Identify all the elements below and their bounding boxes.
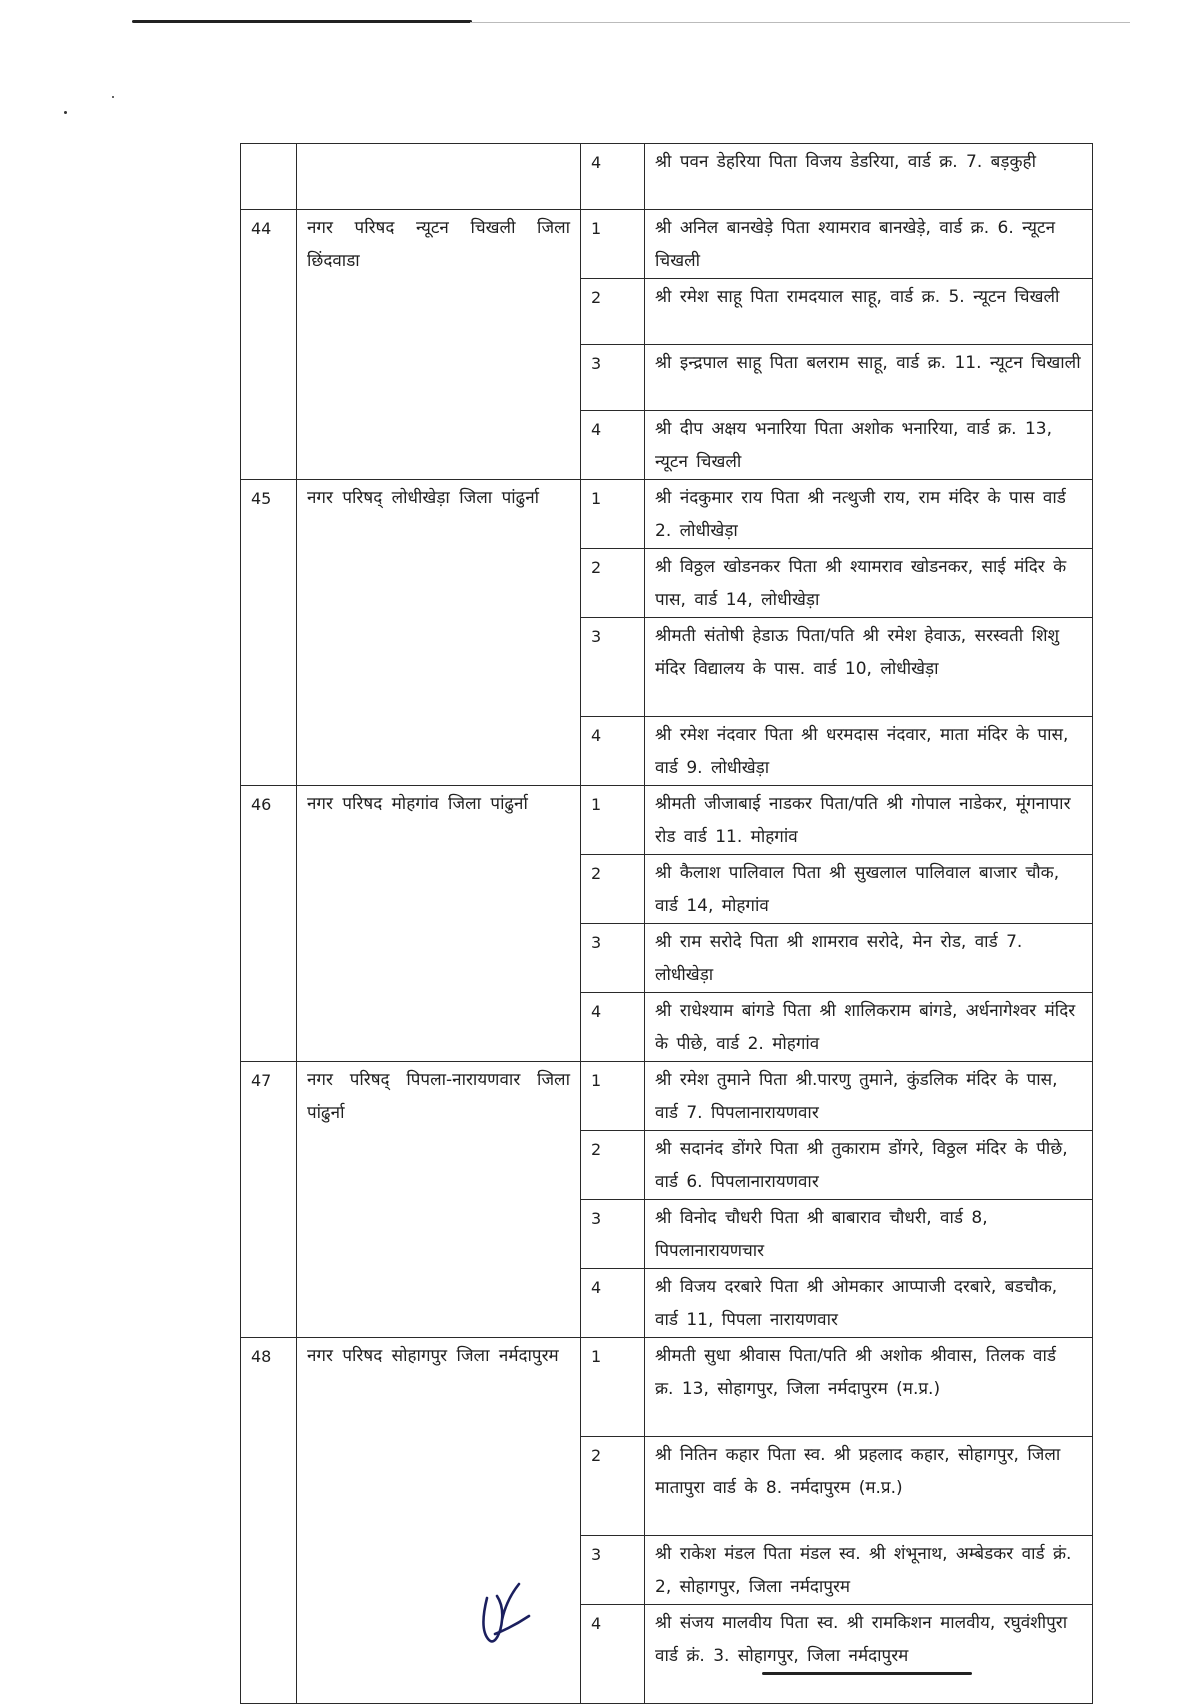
- member-number-cell: 1: [581, 210, 645, 279]
- member-number-cell: 3: [581, 1536, 645, 1605]
- serial-number-cell: [241, 144, 297, 210]
- member-number-cell: 1: [581, 480, 645, 549]
- member-number-cell: 2: [581, 855, 645, 924]
- member-number-cell: 4: [581, 411, 645, 480]
- serial-number-cell: 48: [241, 1338, 297, 1704]
- member-details-cell: श्री अनिल बानखेड़े पिता श्यामराव बानखेड़े, वार्ड क्र. 6. न्यूटन चिखली: [645, 210, 1093, 279]
- member-number-cell: 1: [581, 786, 645, 855]
- member-details-cell: श्री विठ्ठल खोडनकर पिता श्री श्यामराव खोडनकर, साई मंदिर के पास, वार्ड 14, लोधीखेड़ा: [645, 549, 1093, 618]
- top-rule-faint: [470, 22, 1130, 23]
- member-details-cell: श्रीमती संतोषी हेडाऊ पिता/पति श्री रमेश हेवाऊ, सरस्वती शिशु मंदिर विद्यालय के पास. वार्ड 10, लोधीखेड़ा: [645, 618, 1093, 717]
- serial-number-cell: 45: [241, 480, 297, 786]
- member-number-cell: 2: [581, 1437, 645, 1536]
- member-number-cell: 3: [581, 345, 645, 411]
- council-name-cell: नगर परिषद सोहागपुर जिला नर्मदापुरम: [297, 1338, 581, 1704]
- table-row: [241, 480, 1093, 549]
- member-number-cell: 3: [581, 1200, 645, 1269]
- member-details-cell: श्री इन्द्रपाल साहू पिता बलराम साहू, वार्ड क्र. 11. न्यूटन चिखाली: [645, 345, 1093, 411]
- speck: [112, 96, 114, 98]
- council-name-cell: नगर परिषद् पिपला-नारायणवार जिला पांढुर्ना: [297, 1062, 581, 1338]
- member-number-cell: 3: [581, 924, 645, 993]
- serial-number-cell: 47: [241, 1062, 297, 1338]
- member-number-cell: 2: [581, 1131, 645, 1200]
- member-details-cell: श्री सदानंद डोंगरे पिता श्री तुकाराम डोंगरे, विठ्ठल मंदिर के पीछे, वार्ड 6. पिपलानारायणवार: [645, 1131, 1093, 1200]
- member-number-cell: 4: [581, 1605, 645, 1704]
- top-rule: [132, 20, 472, 23]
- member-details-cell: श्री विजय दरबारे पिता श्री ओमकार आप्पाजी दरबारे, बडचौक, वार्ड 11, पिपला नारायणवार: [645, 1269, 1093, 1338]
- bottom-rule: [762, 1672, 972, 1675]
- table-body: [241, 144, 1093, 1704]
- member-number-cell: 4: [581, 717, 645, 786]
- serial-number-cell: 46: [241, 786, 297, 1062]
- member-number-cell: 2: [581, 549, 645, 618]
- member-details-cell: श्री नितिन कहार पिता स्व. श्री प्रहलाद कहार, सोहागपुर, जिला मातापुरा वार्ड के 8. नर्मदापुरम (म.प्र.): [645, 1437, 1093, 1536]
- member-number-cell: 4: [581, 144, 645, 210]
- member-number-cell: 4: [581, 993, 645, 1062]
- table-row: [241, 1062, 1093, 1131]
- council-name-cell: नगर परिषद् लोधीखेड़ा जिला पांढुर्ना: [297, 480, 581, 786]
- member-number-cell: 1: [581, 1338, 645, 1437]
- member-details-cell: श्री रमेश तुमाने पिता श्री.पारणु तुमाने, कुंडलिक मंदिर के पास, वार्ड 7. पिपलानारायणवार: [645, 1062, 1093, 1131]
- table-row: [241, 786, 1093, 855]
- signature: [475, 1580, 535, 1652]
- member-number-cell: 2: [581, 279, 645, 345]
- serial-number-cell: 44: [241, 210, 297, 480]
- member-number-cell: 1: [581, 1062, 645, 1131]
- council-name-cell: नगर परिषद न्यूटन चिखली जिला छिंदवाडा: [297, 210, 581, 480]
- member-details-cell: श्री दीप अक्षय भनारिया पिता अशोक भनारिया, वार्ड क्र. 13, न्यूटन चिखली: [645, 411, 1093, 480]
- member-number-cell: 4: [581, 1269, 645, 1338]
- table-row: [241, 1338, 1093, 1437]
- member-details-cell: श्री संजय मालवीय पिता स्व. श्री रामकिशन मालवीय, रघुवंशीपुरा वार्ड क्रं. 3. सोहागपुर, जिला नर्मदापुरम: [645, 1605, 1093, 1704]
- member-details-cell: श्री विनोद चौधरी पिता श्री बाबाराव चौधरी, वार्ड 8, पिपलानारायणचार: [645, 1200, 1093, 1269]
- council-name-cell: नगर परिषद मोहगांव जिला पांढुर्ना: [297, 786, 581, 1062]
- member-details-cell: श्री पवन डेहरिया पिता विजय डेडरिया, वार्ड क्र. 7. बड़कुही: [645, 144, 1093, 210]
- member-details-cell: श्री राधेश्याम बांगडे पिता श्री शालिकराम बांगडे, अर्धनागेश्वर मंदिर के पीछे, वार्ड 2. मोहगांव: [645, 993, 1093, 1062]
- council-name-cell: [297, 144, 581, 210]
- member-details-cell: श्रीमती जीजाबाई नाडकर पिता/पति श्री गोपाल नाडेकर, मूंगनापार रोड वार्ड 11. मोहगांव: [645, 786, 1093, 855]
- member-details-cell: श्रीमती सुधा श्रीवास पिता/पति श्री अशोक श्रीवास, तिलक वार्ड क्र. 13, सोहागपुर, जिला नर्मदापुरम (म.प्र.): [645, 1338, 1093, 1437]
- member-details-cell: श्री रमेश नंदवार पिता श्री धरमदास नंदवार, माता मंदिर के पास, वार्ड 9. लोधीखेड़ा: [645, 717, 1093, 786]
- table-row: [241, 144, 1093, 210]
- speck: [64, 111, 67, 114]
- table-row: [241, 210, 1093, 279]
- member-details-cell: श्री राकेश मंडल पिता मंडल स्व. श्री शंभूनाथ, अम्बेडकर वार्ड क्रं. 2, सोहागपुर, जिला नर्मदापुरम: [645, 1536, 1093, 1605]
- members-table: [240, 143, 1093, 1704]
- member-details-cell: श्री नंदकुमार राय पिता श्री नत्थुजी राय, राम मंदिर के पास वार्ड 2. लोधीखेड़ा: [645, 480, 1093, 549]
- member-details-cell: श्री कैलाश पालिवाल पिता श्री सुखलाल पालिवाल बाजार चौक, वार्ड 14, मोहगांव: [645, 855, 1093, 924]
- member-number-cell: 3: [581, 618, 645, 717]
- member-details-cell: श्री रमेश साहू पिता रामदयाल साहू, वार्ड क्र. 5. न्यूटन चिखली: [645, 279, 1093, 345]
- member-details-cell: श्री राम सरोदे पिता श्री शामराव सरोदे, मेन रोड, वार्ड 7. लोधीखेड़ा: [645, 924, 1093, 993]
